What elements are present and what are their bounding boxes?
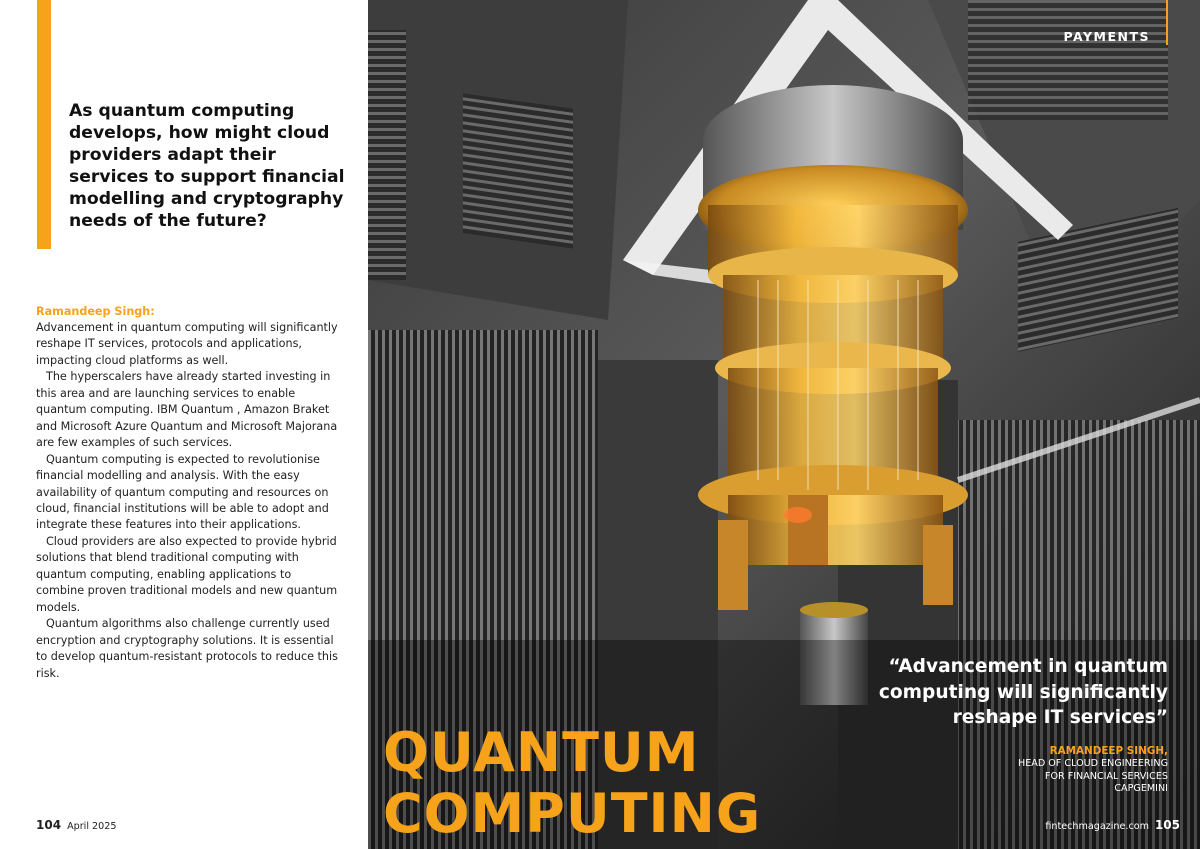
answer-paragraph: The hyperscalers have already started investing in this area and are launching services to enable quantum computing. IBM Quantum , Amazon Braket and Microsoft Azure Quantum and Microsoft Majorana are few examples of such services.	[36, 370, 338, 450]
accent-bar	[37, 0, 51, 249]
right-page	[368, 0, 1200, 849]
section-label: PAYMENTS	[1063, 29, 1150, 44]
headline-line: QUANTUM	[383, 721, 700, 784]
attribution-title: HEAD OF CLOUD ENGINEERING	[1017, 757, 1168, 769]
website: fintechmagazine.com	[1045, 821, 1149, 832]
section-rule	[1166, 0, 1168, 45]
left-page-number: 104	[36, 818, 62, 832]
answer-body	[36, 320, 341, 682]
left-page	[0, 0, 368, 849]
answer-paragraph: Advancement in quantum computing will significantly reshape IT services, protocols and applications, impacting cloud platforms as well.	[36, 321, 338, 367]
headline	[383, 722, 761, 844]
right-folio	[1045, 814, 1180, 833]
answer-paragraph: Cloud providers are also expected to provide hybrid solutions that blend traditional computing with quantum computing, enabling applications to combine proven traditional models and new quantum models.	[36, 534, 338, 614]
pull-quote: “Advancement in quantum computing will significantly reshape IT services”	[878, 656, 1168, 728]
attribution-name: RAMANDEEP SINGH,	[1049, 745, 1168, 757]
attribution-company: CAPGEMINI	[1114, 783, 1168, 795]
headline-line: COMPUTING	[383, 782, 762, 845]
quote-attribution	[948, 745, 1168, 796]
issue-date: April 2025	[67, 821, 117, 832]
answer-paragraph: Quantum algorithms also challenge currently used encryption and cryptography solutions. It is essential to develop quantum-resistant protocols to reduce this risk.	[36, 617, 338, 680]
interview-question: As quantum computing develops, how might cloud providers adapt their services to support financial modelling and cryptography needs of the future?	[69, 101, 345, 231]
answer-paragraph: Quantum computing is expected to revolutionise financial modelling and analysis. With the easy availability of quantum computing and resources on cloud, financial institutions will be able to adopt and integrate these features into their applications.	[36, 452, 329, 532]
left-folio	[36, 814, 116, 833]
speaker-name: Ramandeep Singh:	[36, 305, 155, 318]
right-page-number: 105	[1154, 818, 1180, 832]
attribution-title: FOR FINANCIAL SERVICES	[1044, 770, 1168, 782]
